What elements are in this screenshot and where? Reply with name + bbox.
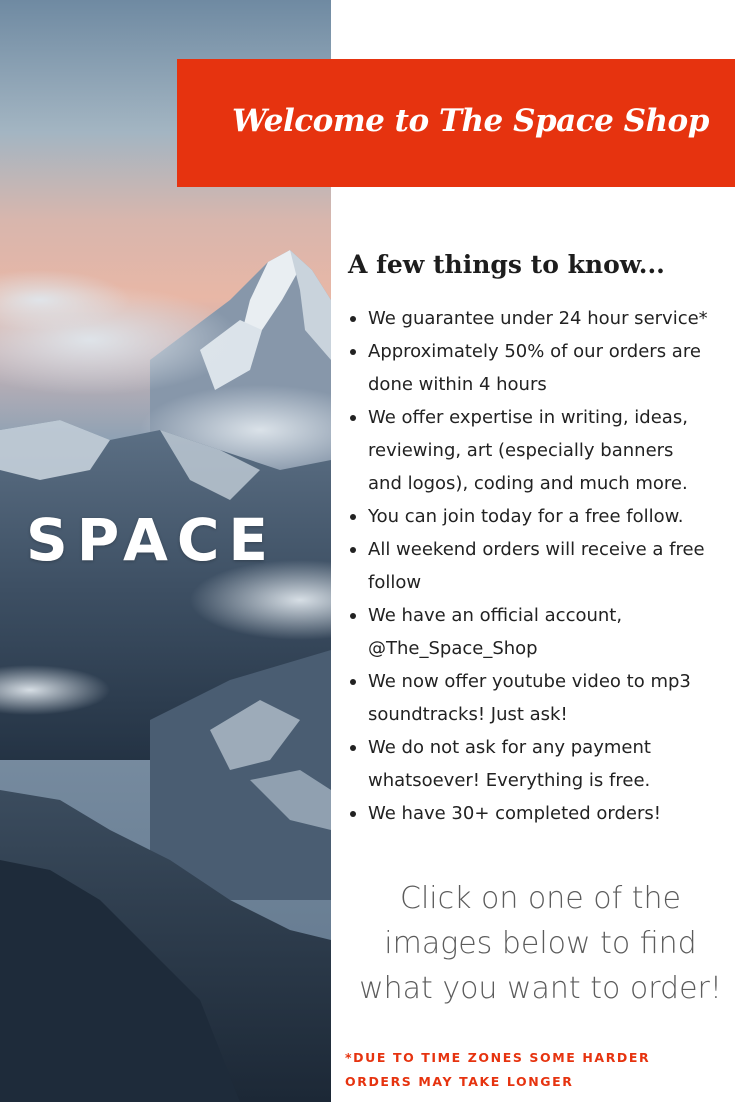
facts-list bbox=[344, 302, 726, 830]
bullet-icon bbox=[350, 415, 356, 421]
bullet-icon bbox=[350, 745, 356, 751]
list-item bbox=[344, 500, 726, 533]
brand-word: SPACE bbox=[26, 506, 278, 574]
order-cta: Click on one of the images below to find what you want to order! bbox=[359, 881, 722, 1006]
list-item bbox=[344, 401, 726, 500]
bullet-icon bbox=[350, 514, 356, 520]
banner-title-container bbox=[232, 103, 709, 139]
bullet-icon bbox=[350, 349, 356, 355]
list-item bbox=[344, 302, 726, 335]
bullet-icon bbox=[350, 613, 356, 619]
fact-text: We guarantee under 24 hour service* bbox=[368, 308, 708, 329]
fact-text: We have an official account, @The_Space_Shop bbox=[368, 605, 623, 659]
list-item bbox=[344, 731, 726, 797]
fact-text: We offer expertise in writing, ideas, reviewing, art (especially banners and logos), coding and much more. bbox=[368, 407, 688, 494]
fact-text: All weekend orders will receive a free follow bbox=[368, 539, 705, 593]
bullet-icon bbox=[350, 811, 356, 817]
list-item bbox=[344, 335, 726, 401]
bullet-icon bbox=[350, 679, 356, 685]
list-item bbox=[344, 533, 726, 599]
info-heading: A few things to know... bbox=[348, 250, 665, 279]
fact-text: We do not ask for any payment whatsoever! Everything is free. bbox=[368, 737, 651, 791]
time-zone-footnote: *DUE TO TIME ZONES SOME HARDER ORDERS MAY TAKE LONGER bbox=[345, 1050, 651, 1089]
list-item bbox=[344, 665, 726, 731]
fact-text: We have 30+ completed orders! bbox=[368, 803, 661, 824]
list-item bbox=[344, 797, 726, 830]
banner-title: Welcome to The Space Shop bbox=[232, 103, 709, 139]
fact-text: You can join today for a free follow. bbox=[368, 506, 684, 527]
fact-text: We now offer youtube video to mp3 soundtracks! Just ask! bbox=[368, 671, 691, 725]
info-section bbox=[344, 248, 726, 830]
bullet-icon bbox=[350, 316, 356, 322]
bullet-icon bbox=[350, 547, 356, 553]
list-item bbox=[344, 599, 726, 665]
fact-text: Approximately 50% of our orders are done within 4 hours bbox=[368, 341, 701, 395]
